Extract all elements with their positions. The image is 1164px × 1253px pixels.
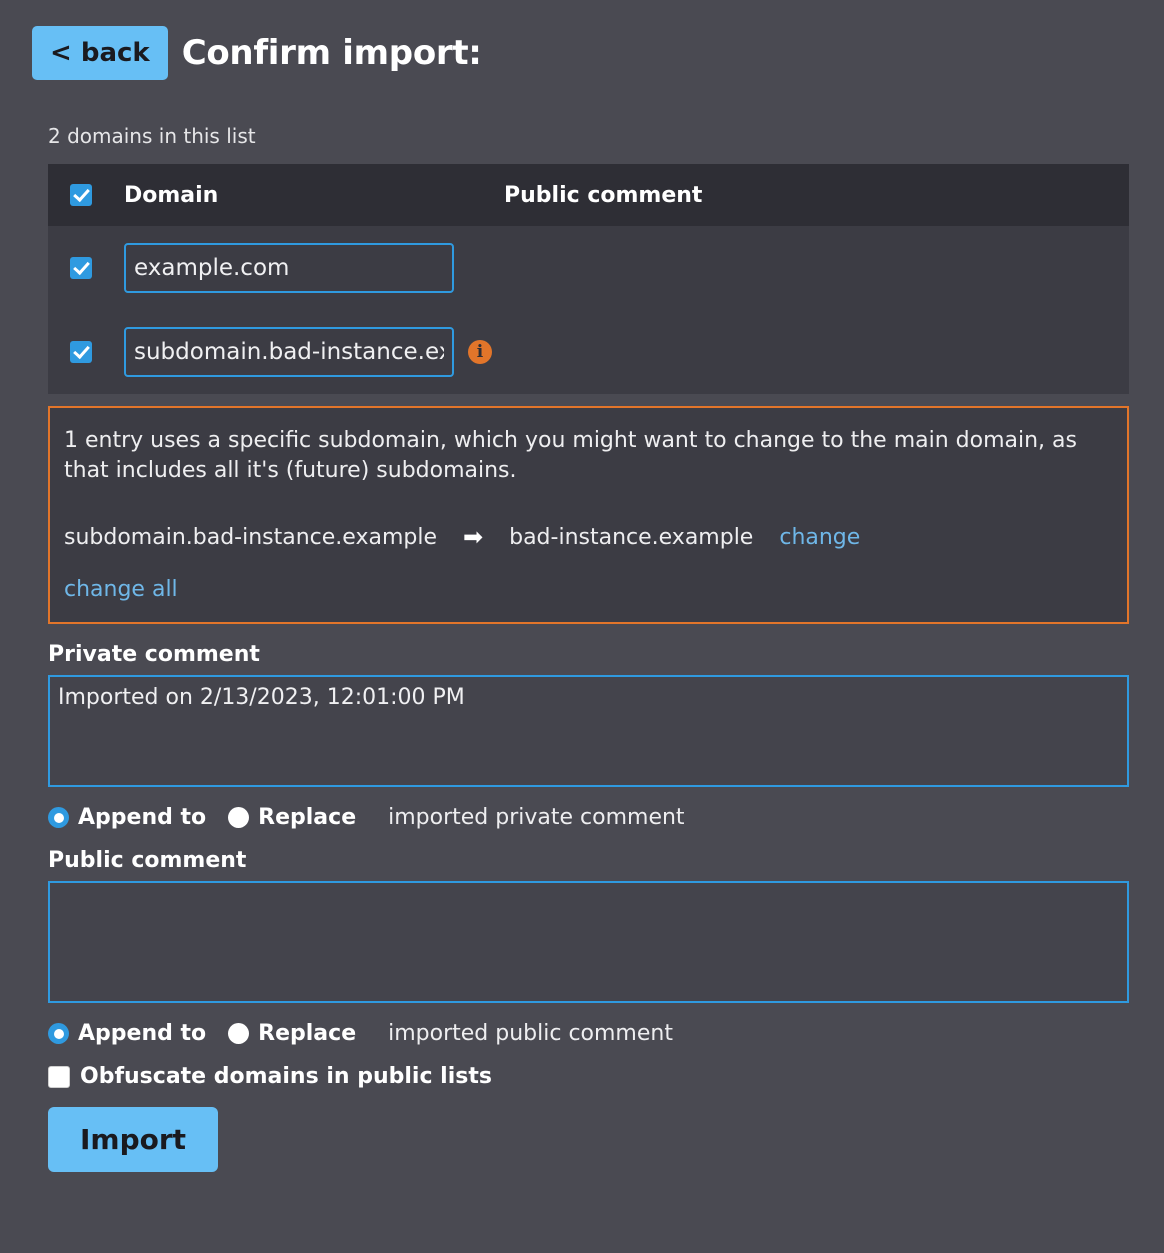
private-replace-label: Replace [258, 805, 357, 831]
public-append-label: Append to [78, 1021, 207, 1047]
public-replace-radio[interactable] [228, 1023, 249, 1044]
public-comment-mode-row [48, 1021, 1132, 1046]
table-header-row [48, 164, 1129, 226]
obfuscate-row [48, 1064, 1132, 1089]
page-header [32, 0, 1132, 80]
public-replace-label: Replace [258, 1021, 357, 1047]
obfuscate-checkbox[interactable] [48, 1066, 70, 1088]
column-header-public-comment: Public comment [504, 182, 703, 208]
private-comment-label: Private comment [48, 642, 260, 668]
row-select-cell [70, 341, 124, 363]
private-comment-textarea[interactable] [48, 675, 1129, 787]
change-link[interactable]: change [779, 524, 861, 550]
row-select-cell [70, 257, 124, 279]
info-icon[interactable]: i [468, 340, 492, 364]
warning-from-domain: subdomain.bad-instance.example [64, 524, 437, 550]
domains-table [48, 164, 1129, 394]
warning-text: 1 entry uses a specific subdomain, which you might want to change to the main domain, as that includes all it's (future) subdomains. [64, 428, 1077, 483]
row-checkbox[interactable] [70, 257, 92, 279]
select-all-cell [70, 184, 124, 206]
page-title: Confirm import: [181, 33, 482, 73]
change-all-link[interactable]: change all [64, 577, 178, 603]
domain-input[interactable] [124, 327, 454, 377]
private-comment-mode-row [48, 805, 1132, 830]
back-button[interactable]: < back [32, 26, 168, 80]
domain-input[interactable] [124, 243, 454, 293]
public-append-radio[interactable] [48, 1023, 69, 1044]
select-all-checkbox[interactable] [70, 184, 92, 206]
arrow-right-icon: ➡ [463, 523, 484, 552]
subdomain-substitution-row [64, 523, 1113, 551]
obfuscate-label: Obfuscate domains in public lists [80, 1064, 492, 1090]
column-header-domain: Domain [124, 182, 219, 208]
private-append-label: Append to [78, 805, 207, 831]
subdomain-warning-box [48, 406, 1129, 624]
public-mode-suffix: imported public comment [388, 1021, 673, 1047]
private-mode-suffix: imported private comment [388, 805, 685, 831]
table-row [48, 226, 1129, 310]
row-checkbox[interactable] [70, 341, 92, 363]
import-button[interactable]: Import [48, 1107, 218, 1172]
warning-to-domain: bad-instance.example [509, 524, 754, 550]
public-comment-label: Public comment [48, 848, 247, 874]
table-row [48, 310, 1129, 394]
public-comment-textarea[interactable] [48, 881, 1129, 1003]
private-replace-radio[interactable] [228, 807, 249, 828]
private-append-radio[interactable] [48, 807, 69, 828]
domain-count-label: 2 domains in this list [48, 124, 256, 148]
